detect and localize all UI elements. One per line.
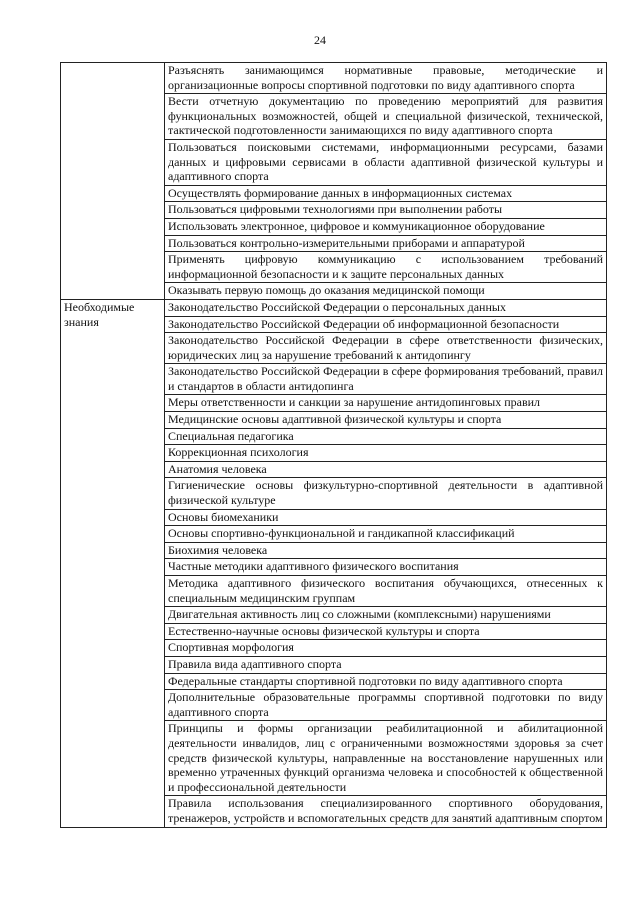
page-number: 24 (314, 33, 326, 47)
knowledge-item: Коррекционная психология (165, 445, 607, 462)
skill-item: Пользоваться контрольно-измерительными приборами и аппаратурой (165, 235, 607, 252)
table-row (61, 63, 607, 94)
knowledge-item: Основы спортивно-функциональной и гандикапной классификаций (165, 526, 607, 543)
knowledge-item: Правила использования специализированного спортивного оборудования, тренажеров, устройств и вспомогательных средств для занятий адаптивным спортом (165, 796, 607, 827)
skill-item: Использовать электронное, цифровое и коммуникационное оборудование (165, 218, 607, 235)
knowledge-item: Федеральные стандарты спортивной подготовки по виду адаптивного спорта (165, 673, 607, 690)
knowledge-item: Спортивная морфология (165, 640, 607, 657)
skill-item: Пользоваться поисковыми системами, информационными ресурсами, базами данных и цифровыми сервисами в области адаптивной физической культуры и адаптивного спорта (165, 139, 607, 185)
knowledge-item: Основы биомеханики (165, 509, 607, 526)
knowledge-item: Методика адаптивного физического воспитания обучающихся, отнесенных к специальным медицинским группам (165, 576, 607, 607)
table-row (61, 299, 607, 316)
skill-item: Применять цифровую коммуникацию с использованием требований информационной безопасности и к защите персональных данных (165, 252, 607, 283)
knowledge-item: Правила вида адаптивного спорта (165, 656, 607, 673)
requirements-table (60, 62, 607, 828)
knowledge-item: Меры ответственности и санкции за нарушение антидопинговых правил (165, 395, 607, 412)
skill-item: Пользоваться цифровыми технологиями при выполнении работы (165, 202, 607, 219)
knowledge-item: Дополнительные образовательные программы спортивной подготовки по виду адаптивного спорта (165, 690, 607, 721)
skill-item: Осуществлять формирование данных в информационных системах (165, 185, 607, 202)
knowledge-item: Законодательство Российской Федерации об информационной безопасности (165, 316, 607, 333)
knowledge-item: Принципы и формы организации реабилитационной и абилитационной деятельности инвалидов, лиц с ограниченными возможностями здоровья за счет средств физической культуры, направленные на восстановление нарушенных или временно утраченных функций организма человека и способностей к общественной и профессиональной деятельности (165, 721, 607, 796)
knowledge-item: Медицинские основы адаптивной физической культуры и спорта (165, 412, 607, 429)
knowledge-item: Законодательство Российской Федерации в сфере ответственности физических, юридических лиц за нарушение требований к антидопингу (165, 333, 607, 364)
knowledge-item: Двигательная активность лиц со сложными (комплексными) нарушениями (165, 607, 607, 624)
knowledge-item: Гигиенические основы физкультурно-спортивной деятельности в адаптивной физической культуре (165, 478, 607, 509)
knowledge-item: Законодательство Российской Федерации о персональных данных (165, 299, 607, 316)
knowledge-item: Специальная педагогика (165, 428, 607, 445)
knowledge-label: Необходимые знания (61, 299, 165, 827)
skill-item: Разъяснять занимающимся нормативные правовые, методические и организационные вопросы спортивной подготовки по виду адаптивного спорта (165, 63, 607, 94)
knowledge-item: Биохимия человека (165, 542, 607, 559)
knowledge-item: Анатомия человека (165, 461, 607, 478)
skill-item: Оказывать первую помощь до оказания медицинской помощи (165, 283, 607, 300)
skills-label-cell (61, 63, 165, 300)
knowledge-item: Частные методики адаптивного физического воспитания (165, 559, 607, 576)
knowledge-item: Естественно-научные основы физической культуры и спорта (165, 623, 607, 640)
knowledge-item: Законодательство Российской Федерации в сфере формирования требований, правил и стандартов в области антидопинга (165, 364, 607, 395)
skill-item: Вести отчетную документацию по проведению мероприятий для развития функциональных возможностей, общей и специальной физической, технической, тактической подготовленности занимающихся по виду адаптивного спорта (165, 94, 607, 140)
